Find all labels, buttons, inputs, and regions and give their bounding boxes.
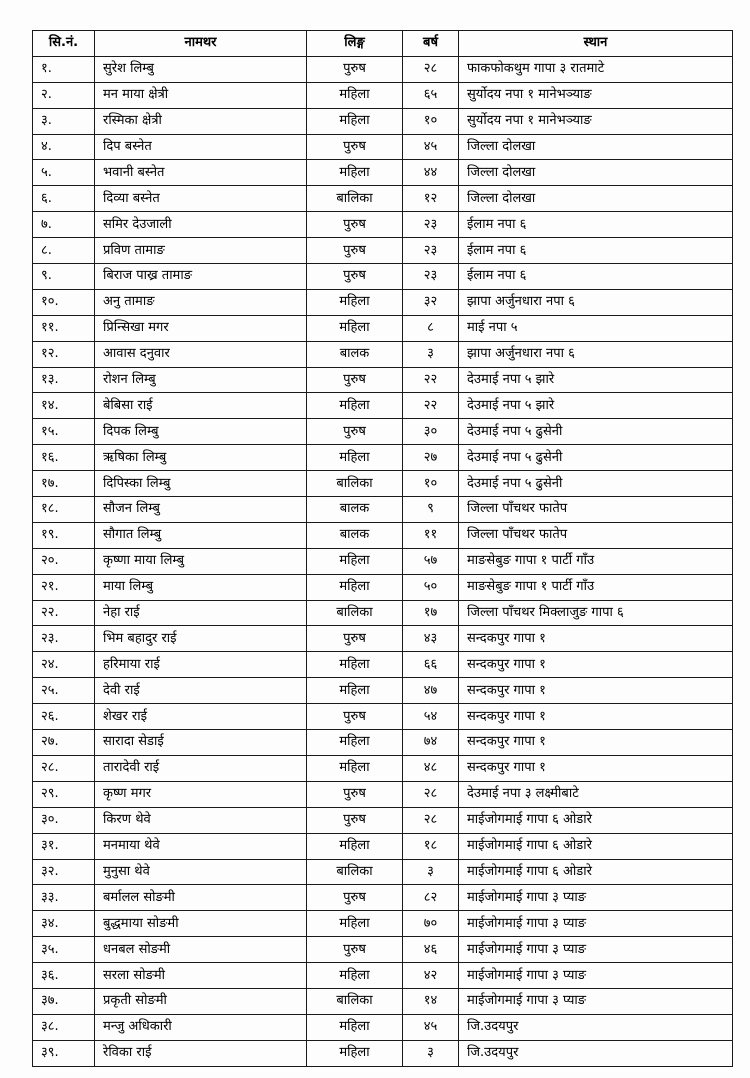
name-cell: बेबिसा राई (95, 393, 307, 419)
gender-cell: महिला (307, 678, 403, 704)
place-cell: झापा अर्जुनधारा नपा ६ (459, 341, 733, 367)
age-cell: १२ (403, 186, 459, 212)
name-cell: सौजन लिम्बु (95, 497, 307, 523)
place-cell: जिल्ला पाँचथर फातेप (459, 497, 733, 523)
serial-number-cell: ३२. (33, 859, 95, 885)
age-cell: २८ (403, 781, 459, 807)
gender-cell: महिला (307, 548, 403, 574)
age-cell: २७ (403, 445, 459, 471)
age-cell: १० (403, 108, 459, 134)
table-row (33, 755, 733, 781)
serial-number-cell: ११. (33, 315, 95, 341)
gender-cell: बालक (307, 522, 403, 548)
name-cell: सुरेश लिम्बु (95, 56, 307, 82)
serial-number-cell: २४. (33, 652, 95, 678)
name-cell: देवी राई (95, 678, 307, 704)
serial-number-cell: ५. (33, 160, 95, 186)
age-cell: ३ (403, 341, 459, 367)
serial-number-cell: ३. (33, 108, 95, 134)
table-row (33, 885, 733, 911)
gender-cell: महिला (307, 289, 403, 315)
name-cell: प्रकृती सोङमी (95, 988, 307, 1014)
table-row (33, 82, 733, 108)
gender-cell: पुरुष (307, 937, 403, 963)
serial-number-cell: २०. (33, 548, 95, 574)
name-cell: सारादा सेडाई (95, 730, 307, 756)
serial-number-cell: ८. (33, 238, 95, 264)
serial-number-cell: १७. (33, 471, 95, 497)
header-serial-number: सि.नं. (33, 31, 95, 57)
table-row (33, 678, 733, 704)
name-cell: सरला सोङमी (95, 963, 307, 989)
place-cell: ईलाम नपा ६ (459, 212, 733, 238)
gender-cell: पुरुष (307, 212, 403, 238)
serial-number-cell: १८. (33, 497, 95, 523)
table-row (33, 1040, 733, 1066)
age-cell: ११ (403, 522, 459, 548)
serial-number-cell: ७. (33, 212, 95, 238)
table-row (33, 212, 733, 238)
place-cell: जिल्ला दोलखा (459, 186, 733, 212)
serial-number-cell: ३९. (33, 1040, 95, 1066)
serial-number-cell: ३४. (33, 911, 95, 937)
age-cell: ६६ (403, 652, 459, 678)
age-cell: १४ (403, 988, 459, 1014)
place-cell: सन्दकपुर गापा १ (459, 730, 733, 756)
name-cell: बिराज पाख्र तामाङ (95, 264, 307, 290)
name-cell: दिपक लिम्बु (95, 419, 307, 445)
name-cell: दिव्या बस्नेत (95, 186, 307, 212)
table-row (33, 652, 733, 678)
place-cell: माईजोगमाई गापा ६ ओडारे (459, 833, 733, 859)
place-cell: सुर्योदय नपा १ मानेभञ्याङ (459, 108, 733, 134)
table-row (33, 963, 733, 989)
gender-cell: पुरुष (307, 238, 403, 264)
gender-cell: बालक (307, 497, 403, 523)
table-row (33, 341, 733, 367)
serial-number-cell: ३१. (33, 833, 95, 859)
serial-number-cell: २८. (33, 755, 95, 781)
place-cell: फाकफोकथुम गापा ३ रातमाटे (459, 56, 733, 82)
table-row (33, 807, 733, 833)
age-cell: ५७ (403, 548, 459, 574)
table-body (33, 56, 733, 1066)
age-cell: १७ (403, 600, 459, 626)
table-row (33, 419, 733, 445)
serial-number-cell: २७. (33, 730, 95, 756)
gender-cell: पुरुष (307, 626, 403, 652)
place-cell: माईजोगमाई गापा ३ प्याङ (459, 885, 733, 911)
table-header-row (33, 31, 733, 57)
serial-number-cell: ३७. (33, 988, 95, 1014)
name-cell: मुनुसा थेवे (95, 859, 307, 885)
name-cell: मन माया क्षेत्री (95, 82, 307, 108)
age-cell: २३ (403, 238, 459, 264)
serial-number-cell: २२. (33, 600, 95, 626)
table-row (33, 522, 733, 548)
gender-cell: महिला (307, 1040, 403, 1066)
place-cell: सन्दकपुर गापा १ (459, 678, 733, 704)
place-cell: देउमाई नपा ५ ढुसेनी (459, 471, 733, 497)
table-row (33, 497, 733, 523)
name-cell: प्रविण तामाङ (95, 238, 307, 264)
table-row (33, 315, 733, 341)
place-cell: माङसेबुङ गापा १ पार्टी गाँउ (459, 548, 733, 574)
age-cell: ४६ (403, 937, 459, 963)
table-row (33, 108, 733, 134)
place-cell: देउमाई नपा ५ ढुसेनी (459, 419, 733, 445)
gender-cell: बालिका (307, 186, 403, 212)
table-row (33, 471, 733, 497)
place-cell: देउमाई नपा ५ ढुसेनी (459, 445, 733, 471)
gender-cell: महिला (307, 1014, 403, 1040)
gender-cell: महिला (307, 963, 403, 989)
serial-number-cell: ३०. (33, 807, 95, 833)
gender-cell: महिला (307, 730, 403, 756)
gender-cell: पुरुष (307, 264, 403, 290)
place-cell: झापा अर्जुनधारा नपा ६ (459, 289, 733, 315)
gender-cell: पुरुष (307, 807, 403, 833)
table-row (33, 833, 733, 859)
name-cell: सौगात लिम्बु (95, 522, 307, 548)
table-row (33, 988, 733, 1014)
age-cell: ५० (403, 574, 459, 600)
table-row (33, 704, 733, 730)
place-cell: माईजोगमाई गापा ३ प्याङ (459, 911, 733, 937)
age-cell: १८ (403, 833, 459, 859)
age-cell: ३ (403, 859, 459, 885)
age-cell: ६५ (403, 82, 459, 108)
gender-cell: महिला (307, 833, 403, 859)
name-cell: बुद्धमाया सोङमी (95, 911, 307, 937)
age-cell: ३० (403, 419, 459, 445)
age-cell: ३२ (403, 289, 459, 315)
place-cell: देउमाई नपा ५ झारे (459, 393, 733, 419)
serial-number-cell: २६. (33, 704, 95, 730)
age-cell: ४५ (403, 1014, 459, 1040)
gender-cell: पुरुष (307, 367, 403, 393)
serial-number-cell: ४. (33, 134, 95, 160)
place-cell: माईजोगमाई गापा ३ प्याङ (459, 963, 733, 989)
place-cell: जि.उदयपुर (459, 1040, 733, 1066)
name-cell: धनबल सोङमी (95, 937, 307, 963)
serial-number-cell: ३८. (33, 1014, 95, 1040)
gender-cell: बालिका (307, 471, 403, 497)
gender-cell: पुरुष (307, 885, 403, 911)
table-row (33, 160, 733, 186)
name-cell: तारादेवी राई (95, 755, 307, 781)
place-cell: सन्दकपुर गापा १ (459, 652, 733, 678)
serial-number-cell: १५. (33, 419, 95, 445)
name-cell: अनु तामाङ (95, 289, 307, 315)
gender-cell: महिला (307, 108, 403, 134)
table-row (33, 600, 733, 626)
age-cell: ३ (403, 1040, 459, 1066)
name-cell: शेखर राई (95, 704, 307, 730)
place-cell: ईलाम नपा ६ (459, 238, 733, 264)
gender-cell: पुरुष (307, 704, 403, 730)
gender-cell: बालक (307, 341, 403, 367)
age-cell: ७० (403, 911, 459, 937)
gender-cell: महिला (307, 445, 403, 471)
name-cell: आवास दनुवार (95, 341, 307, 367)
place-cell: जिल्ला दोलखा (459, 134, 733, 160)
name-cell: कृष्ण मगर (95, 781, 307, 807)
gender-cell: बालिका (307, 600, 403, 626)
age-cell: ८२ (403, 885, 459, 911)
gender-cell: महिला (307, 755, 403, 781)
place-cell: ईलाम नपा ६ (459, 264, 733, 290)
table-row (33, 134, 733, 160)
name-cell: ऋषिका लिम्बु (95, 445, 307, 471)
gender-cell: पुरुष (307, 781, 403, 807)
name-cell: रस्मिका क्षेत्री (95, 108, 307, 134)
serial-number-cell: २१. (33, 574, 95, 600)
age-cell: १० (403, 471, 459, 497)
place-cell: सन्दकपुर गापा १ (459, 755, 733, 781)
gender-cell: पुरुष (307, 56, 403, 82)
table-row (33, 859, 733, 885)
name-cell: दिप बस्नेत (95, 134, 307, 160)
name-cell: भिम बहादुर राई (95, 626, 307, 652)
table-row (33, 56, 733, 82)
name-cell: भवानी बस्नेत (95, 160, 307, 186)
header-place: स्थान (459, 31, 733, 57)
serial-number-cell: १६. (33, 445, 95, 471)
serial-number-cell: १०. (33, 289, 95, 315)
table-row (33, 937, 733, 963)
serial-number-cell: १९. (33, 522, 95, 548)
age-cell: २८ (403, 56, 459, 82)
name-cell: समिर देउजाली (95, 212, 307, 238)
name-cell: प्रिन्सिखा मगर (95, 315, 307, 341)
gender-cell: बालिका (307, 988, 403, 1014)
person-list-table (32, 30, 733, 1067)
age-cell: २३ (403, 264, 459, 290)
serial-number-cell: ३५. (33, 937, 95, 963)
place-cell: जिल्ला पाँचथर मिक्लाजुङ गापा ६ (459, 600, 733, 626)
place-cell: जिल्ला पाँचथर फातेप (459, 522, 733, 548)
gender-cell: महिला (307, 911, 403, 937)
table-row (33, 289, 733, 315)
place-cell: देउमाई नपा ५ झारे (459, 367, 733, 393)
table-row (33, 1014, 733, 1040)
age-cell: ४७ (403, 678, 459, 704)
name-cell: हरिमाया राई (95, 652, 307, 678)
gender-cell: महिला (307, 652, 403, 678)
serial-number-cell: २९. (33, 781, 95, 807)
name-cell: नेहा राई (95, 600, 307, 626)
gender-cell: पुरुष (307, 419, 403, 445)
serial-number-cell: १२. (33, 341, 95, 367)
age-cell: ४३ (403, 626, 459, 652)
age-cell: ८ (403, 315, 459, 341)
gender-cell: महिला (307, 315, 403, 341)
header-age: बर्ष (403, 31, 459, 57)
table-row (33, 911, 733, 937)
gender-cell: महिला (307, 82, 403, 108)
age-cell: ९ (403, 497, 459, 523)
gender-cell: महिला (307, 574, 403, 600)
age-cell: ५४ (403, 704, 459, 730)
name-cell: मनमाया थेवे (95, 833, 307, 859)
age-cell: ७४ (403, 730, 459, 756)
table-row (33, 445, 733, 471)
table-row (33, 367, 733, 393)
age-cell: २८ (403, 807, 459, 833)
table-row (33, 264, 733, 290)
table-row (33, 574, 733, 600)
name-cell: किरण थेवे (95, 807, 307, 833)
age-cell: ४५ (403, 134, 459, 160)
place-cell: सन्दकपुर गापा १ (459, 626, 733, 652)
place-cell: सन्दकपुर गापा १ (459, 704, 733, 730)
place-cell: देउमाई नपा ३ लक्ष्मीबाटे (459, 781, 733, 807)
serial-number-cell: ३३. (33, 885, 95, 911)
place-cell: माङसेबुङ गापा १ पार्टी गाँउ (459, 574, 733, 600)
serial-number-cell: ३६. (33, 963, 95, 989)
header-gender: लिङ्ग (307, 31, 403, 57)
table-row (33, 781, 733, 807)
gender-cell: पुरुष (307, 134, 403, 160)
table-row (33, 548, 733, 574)
place-cell: जिल्ला दोलखा (459, 160, 733, 186)
place-cell: सुर्योदय नपा १ मानेभञ्याङ (459, 82, 733, 108)
age-cell: ४२ (403, 963, 459, 989)
place-cell: माईजोगमाई गापा ६ ओडारे (459, 807, 733, 833)
serial-number-cell: २. (33, 82, 95, 108)
age-cell: २३ (403, 212, 459, 238)
serial-number-cell: ९. (33, 264, 95, 290)
gender-cell: महिला (307, 160, 403, 186)
name-cell: दिपिस्का लिम्बु (95, 471, 307, 497)
name-cell: रेविका राई (95, 1040, 307, 1066)
gender-cell: बालिका (307, 859, 403, 885)
table-row (33, 626, 733, 652)
name-cell: माया लिम्बु (95, 574, 307, 600)
serial-number-cell: २५. (33, 678, 95, 704)
age-cell: २२ (403, 393, 459, 419)
serial-number-cell: १४. (33, 393, 95, 419)
name-cell: मन्जु अधिकारी (95, 1014, 307, 1040)
name-cell: कृष्णा माया लिम्बु (95, 548, 307, 574)
table-row (33, 186, 733, 212)
table-row (33, 393, 733, 419)
age-cell: ४४ (403, 160, 459, 186)
serial-number-cell: १३. (33, 367, 95, 393)
place-cell: जि.उदयपुर (459, 1014, 733, 1040)
name-cell: रोशन लिम्बु (95, 367, 307, 393)
place-cell: माईजोगमाई गापा ६ ओडारे (459, 859, 733, 885)
place-cell: माईजोगमाई गापा ३ प्याङ (459, 937, 733, 963)
table-row (33, 238, 733, 264)
header-name: नामथर (95, 31, 307, 57)
gender-cell: महिला (307, 393, 403, 419)
place-cell: माईजोगमाई गापा ३ प्याङ (459, 988, 733, 1014)
name-cell: बर्मालल सोङमी (95, 885, 307, 911)
age-cell: २२ (403, 367, 459, 393)
serial-number-cell: १. (33, 56, 95, 82)
place-cell: माई नपा ५ (459, 315, 733, 341)
serial-number-cell: ६. (33, 186, 95, 212)
table-row (33, 730, 733, 756)
age-cell: ४८ (403, 755, 459, 781)
serial-number-cell: २३. (33, 626, 95, 652)
